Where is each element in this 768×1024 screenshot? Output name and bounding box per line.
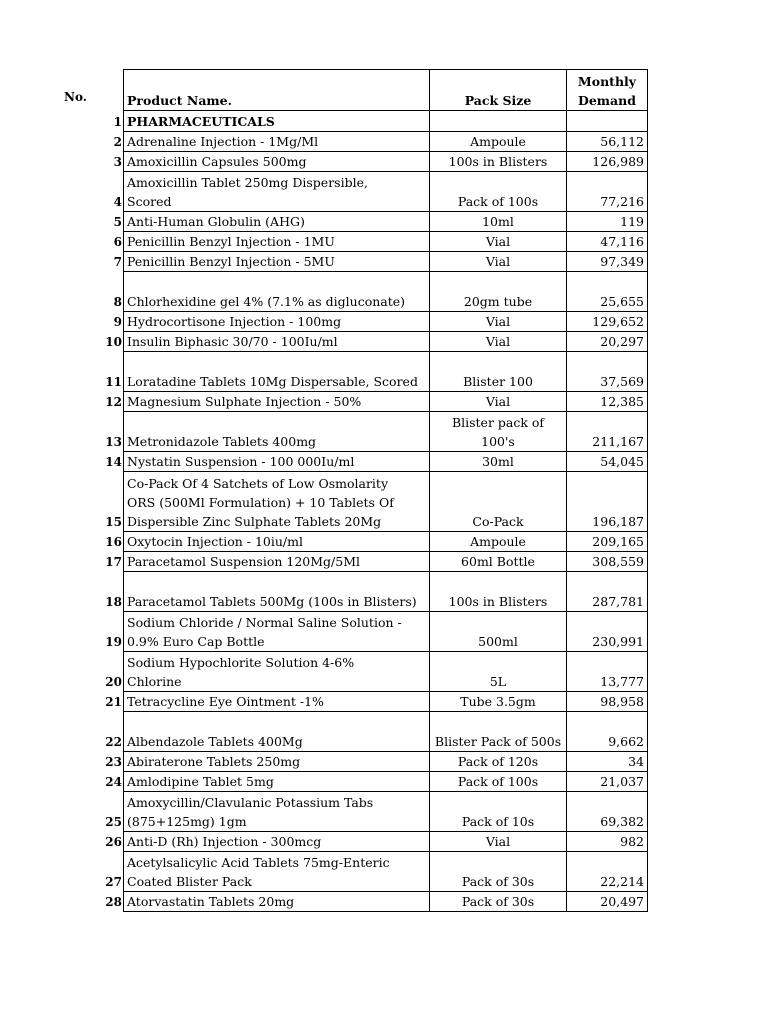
monthly-demand-cell: 47,116 (567, 232, 648, 252)
monthly-demand-cell: 25,655 (567, 272, 648, 312)
product-name: Amoxicillin Tablet 250mg Dispersible, Scored (127, 175, 368, 209)
pack-size: Pack of 30s (461, 894, 535, 909)
product-name: Hydrocortisone Injection - 100mg (127, 314, 342, 329)
pack-size-cell (430, 572, 567, 612)
product-name-cell (124, 272, 430, 312)
table-row (124, 752, 648, 772)
row-number: 5 (113, 214, 122, 229)
product-name: Amoxicillin Capsules 500mg (127, 154, 307, 169)
product-name-cell (124, 392, 430, 412)
product-name-cell (124, 312, 430, 332)
table-row (124, 212, 648, 232)
pack-size: 5L (489, 674, 507, 689)
table-row (124, 852, 648, 892)
pack-size-cell (430, 472, 567, 532)
product-name: Amoxycillin/Clavulanic Potassium Tabs (875+125mg) 1gm (127, 795, 374, 829)
row-number: 23 (105, 754, 122, 769)
pack-size: Blister pack of 100's (451, 415, 545, 449)
pack-size: 60ml Bottle (461, 554, 535, 569)
monthly-demand-cell: 69,382 (567, 792, 648, 832)
pack-size: Pack of 10s (461, 814, 535, 829)
pack-size-header: Pack Size (430, 70, 567, 111)
monthly-demand-cell: 230,991 (567, 612, 648, 652)
product-name: Atorvastatin Tablets 20mg (127, 894, 295, 909)
table-row (124, 272, 648, 312)
pack-size: Ampoule (470, 534, 526, 549)
product-name: Insulin Biphasic 30/70 - 100Iu/ml (127, 334, 338, 349)
row-number: 21 (105, 694, 122, 709)
row-number: 14 (105, 454, 122, 469)
monthly-demand-cell: 77,216 (567, 172, 648, 212)
pack-size: Vial (485, 334, 511, 349)
monthly-demand-cell: 20,297 (567, 332, 648, 352)
pack-size-cell (430, 232, 567, 252)
row-number: 22 (105, 734, 122, 749)
row-number: 2 (113, 134, 122, 149)
table-row (124, 392, 648, 412)
row-number: 26 (105, 834, 122, 849)
monthly-demand-cell: 22,214 (567, 852, 648, 892)
table-row (124, 232, 648, 252)
monthly-demand-cell: 20,497 (567, 892, 648, 912)
product-name-cell (124, 692, 430, 712)
table-row (124, 532, 648, 552)
product-name: Magnesium Sulphate Injection - 50% (127, 394, 362, 409)
row-number: 24 (105, 774, 122, 789)
product-name-cell (124, 772, 430, 792)
row-number: 11 (105, 374, 122, 389)
product-name: Abiraterone Tablets 250mg (127, 754, 301, 769)
monthly-demand-cell: 98,958 (567, 692, 648, 712)
pack-size-cell (430, 552, 567, 572)
product-name-cell (124, 792, 430, 832)
pack-size-cell (430, 352, 567, 392)
table-row (124, 412, 648, 452)
monthly-demand-cell: 34 (567, 752, 648, 772)
pack-size: 500ml (478, 634, 518, 649)
table-row (124, 552, 648, 572)
product-name-cell (124, 612, 430, 652)
pack-size-cell (430, 792, 567, 832)
product-name: Adrenaline Injection - 1Mg/Ml (127, 134, 319, 149)
row-number: 12 (105, 394, 122, 409)
table-row (124, 332, 648, 352)
pack-size: Pack of 30s (461, 874, 535, 889)
table-row (124, 832, 648, 852)
monthly-demand-cell: 126,989 (567, 152, 648, 172)
product-name-cell (124, 152, 430, 172)
product-name: Albendazole Tablets 400Mg (127, 734, 303, 749)
product-name-cell (124, 212, 430, 232)
row-number: 8 (113, 294, 122, 309)
monthly-demand-cell: 37,569 (567, 352, 648, 392)
monthly-demand-cell: 211,167 (567, 412, 648, 452)
monthly-demand-cell: 129,652 (567, 312, 648, 332)
table-row (124, 692, 648, 712)
product-name: Tetracycline Eye Ointment -1% (127, 694, 324, 709)
monthly-demand-cell: 12,385 (567, 392, 648, 412)
pack-size: Pack of 100s (457, 774, 539, 789)
monthly-demand-cell: 209,165 (567, 532, 648, 552)
product-name: Paracetamol Suspension 120Mg/5Ml (127, 554, 361, 569)
product-name-cell (124, 892, 430, 912)
monthly-demand-cell: 982 (567, 832, 648, 852)
product-name: Penicillin Benzyl Injection - 1MU (127, 234, 335, 249)
pack-size: 100s in Blisters (448, 154, 548, 169)
pack-size: 30ml (482, 454, 514, 469)
section-row (124, 111, 648, 132)
pack-size: Tube 3.5gm (460, 694, 536, 709)
pack-size: Vial (485, 254, 511, 269)
row-number: 3 (113, 154, 122, 169)
monthly-demand-cell: 308,559 (567, 552, 648, 572)
pack-size-cell (430, 892, 567, 912)
table-row (124, 612, 648, 652)
monthly-demand-cell: 119 (567, 212, 648, 232)
product-name-cell (124, 712, 430, 752)
table-row (124, 772, 648, 792)
row-number: 16 (105, 534, 122, 549)
product-name: Penicillin Benzyl Injection - 5MU (127, 254, 335, 269)
row-number: 17 (105, 554, 122, 569)
product-table (123, 69, 648, 912)
product-name-cell (124, 132, 430, 152)
table-row (124, 172, 648, 212)
section-pack-empty (430, 111, 567, 132)
pack-size: Vial (485, 834, 511, 849)
monthly-demand-cell: 56,112 (567, 132, 648, 152)
row-number: 19 (105, 634, 122, 649)
pack-size: Ampoule (470, 134, 526, 149)
pack-size: Pack of 100s (457, 194, 539, 209)
row-number: 25 (105, 814, 122, 829)
pack-size-cell (430, 452, 567, 472)
product-name-header: Product Name. (124, 70, 430, 111)
monthly-demand-cell: 54,045 (567, 452, 648, 472)
row-number: 15 (105, 514, 122, 529)
table-row (124, 152, 648, 172)
pack-size-cell (430, 392, 567, 412)
pack-size: 20gm tube (463, 294, 533, 309)
pack-size: 100s in Blisters (448, 594, 548, 609)
section-title: PHARMACEUTICALS (124, 111, 430, 132)
row-number: 4 (113, 194, 122, 209)
row-number: 10 (105, 334, 122, 349)
pack-size: Vial (485, 234, 511, 249)
product-name: Sodium Hypochlorite Solution 4-6% Chlorine (127, 655, 355, 689)
product-name-cell (124, 452, 430, 472)
row-number: 13 (105, 434, 122, 449)
table-row (124, 652, 648, 692)
pack-size-cell (430, 412, 567, 452)
pack-size-cell (430, 252, 567, 272)
product-name-cell (124, 472, 430, 532)
section-demand-empty (567, 111, 648, 132)
product-name-cell (124, 172, 430, 212)
pack-size: Vial (485, 314, 511, 329)
product-name-cell (124, 332, 430, 352)
product-name-cell (124, 232, 430, 252)
pack-size-cell (430, 532, 567, 552)
pack-size-cell (430, 752, 567, 772)
product-name: Anti-Human Globulin (AHG) (127, 214, 305, 229)
product-name-cell (124, 352, 430, 392)
product-name: Anti-D (Rh) Injection - 300mcg (127, 834, 322, 849)
row-number: 18 (105, 594, 122, 609)
pack-size-cell (430, 712, 567, 752)
product-name: Amlodipine Tablet 5mg (127, 774, 274, 789)
header-row (124, 70, 648, 111)
product-name-cell (124, 852, 430, 892)
monthly-demand-header (567, 70, 648, 111)
row-number: 20 (105, 674, 122, 689)
table-row (124, 452, 648, 472)
product-name: Nystatin Suspension - 100 000Iu/ml (127, 454, 355, 469)
pack-size-cell (430, 692, 567, 712)
product-name: Oxytocin Injection - 10iu/ml (127, 534, 303, 549)
pack-size: Blister Pack of 500s (434, 734, 562, 749)
table-row (124, 312, 648, 332)
table-row (124, 252, 648, 272)
row-number: 1 (113, 114, 122, 129)
pack-size-cell (430, 612, 567, 652)
product-name-cell (124, 252, 430, 272)
pack-size-cell (430, 852, 567, 892)
product-name-cell (124, 412, 430, 452)
monthly-demand-cell: 9,662 (567, 712, 648, 752)
number-column-header: No. (64, 90, 87, 104)
monthly-demand-cell: 13,777 (567, 652, 648, 692)
table-row (124, 472, 648, 532)
pack-size-cell (430, 332, 567, 352)
row-number: 27 (105, 874, 122, 889)
monthly-demand-header-text: Monthly Demand (577, 74, 637, 108)
product-name: Metronidazole Tablets 400mg (127, 434, 317, 449)
product-name-cell (124, 832, 430, 852)
pack-size-cell (430, 272, 567, 312)
product-name: Loratadine Tablets 10Mg Dispersable, Scored (127, 374, 418, 389)
row-number: 9 (113, 314, 122, 329)
monthly-demand-cell: 21,037 (567, 772, 648, 792)
pack-size-cell (430, 832, 567, 852)
pack-size-cell (430, 152, 567, 172)
pack-size: Pack of 120s (457, 754, 539, 769)
monthly-demand-cell: 287,781 (567, 572, 648, 612)
pack-size: Blister 100 (463, 374, 533, 389)
row-number: 6 (113, 234, 122, 249)
product-name-cell (124, 532, 430, 552)
product-name-cell (124, 652, 430, 692)
table-row (124, 352, 648, 392)
table-row (124, 792, 648, 832)
table-row (124, 712, 648, 752)
table-row (124, 132, 648, 152)
row-number: 7 (113, 254, 122, 269)
product-name: Chlorhexidine gel 4% (7.1% as digluconate) (127, 294, 406, 309)
pack-size: 10ml (482, 214, 514, 229)
product-name: Co-Pack Of 4 Satchets of Low Osmolarity ORS (500Ml Formulation) + 10 Tablets Of Dispersible Zinc Sulphate Tablets 20Mg (127, 476, 394, 529)
pack-size-cell (430, 772, 567, 792)
pack-size-cell (430, 132, 567, 152)
pack-size: Vial (485, 394, 511, 409)
pack-size-cell (430, 312, 567, 332)
pack-size-cell (430, 652, 567, 692)
product-name: Paracetamol Tablets 500Mg (100s in Blisters) (127, 594, 417, 609)
product-name: Acetylsalicylic Acid Tablets 75mg-Enteric Coated Blister Pack (127, 855, 390, 889)
table-row (124, 892, 648, 912)
product-name-cell (124, 752, 430, 772)
product-name: Sodium Chloride / Normal Saline Solution - 0.9% Euro Cap Bottle (127, 615, 402, 649)
pack-size-cell (430, 212, 567, 232)
pack-size: Co-Pack (472, 514, 524, 529)
monthly-demand-cell: 97,349 (567, 252, 648, 272)
row-number: 28 (105, 894, 122, 909)
product-name-cell (124, 552, 430, 572)
monthly-demand-cell: 196,187 (567, 472, 648, 532)
table-row (124, 572, 648, 612)
product-name-cell (124, 572, 430, 612)
pack-size-cell (430, 172, 567, 212)
